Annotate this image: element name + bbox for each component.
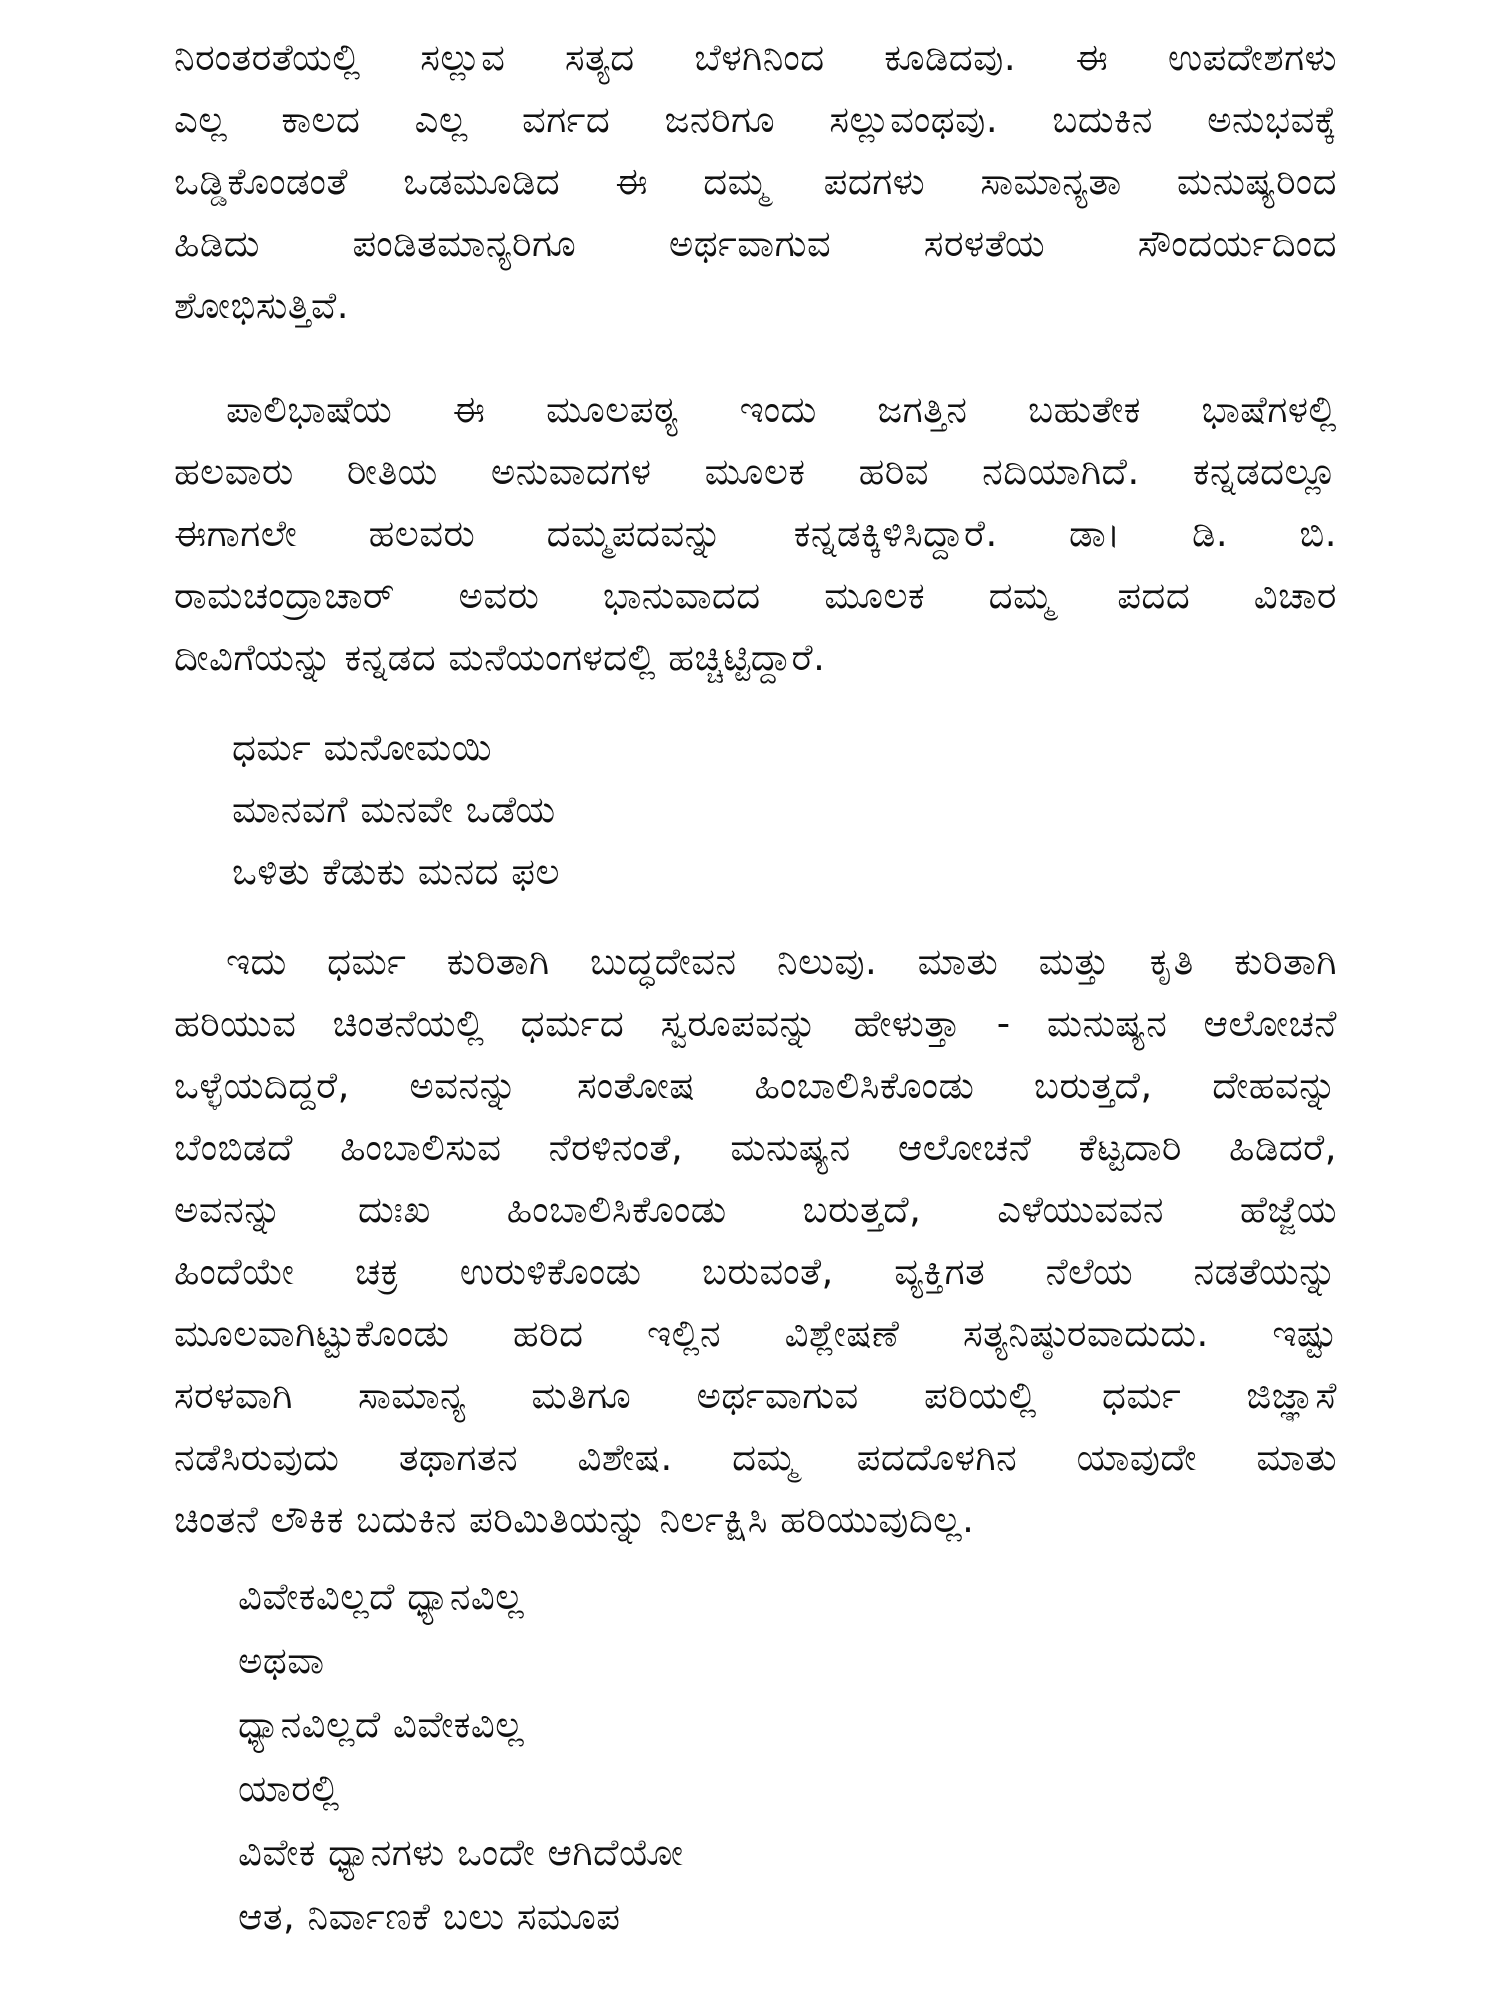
text-line: ಹಲವಾರು ರೀತಿಯ ಅನುವಾದಗಳ ಮೂಲಕ ಹರಿವ ನದಿಯಾಗಿದೆ. ಕನ್ನಡದಲ್ಲೂ [174,450,1337,493]
page-content [174,27,1337,1949]
verse-line: ವಿವೇಕ ಧ್ಯಾನಗಳು ಒಂದೇ ಆಗಿದೆಯೋ [238,1831,684,1874]
text-line: ಈಗಾಗಲೇ ಹಲವರು ದಮ್ಮಪದವನ್ನು ಕನ್ನಡಕ್ಕಿಳಿಸಿದ್ದಾರೆ. ಡಾ। ಡಿ. ಬಿ. [174,512,1337,555]
paragraph-1 [174,27,1337,337]
text-line: ಸರಳವಾಗಿ ಸಾಮಾನ್ಯ ಮತಿಗೂ ಅರ್ಥವಾಗುವ ಪರಿಯಲ್ಲಿ ಧರ್ಮ ಜಿಜ್ಞಾಸೆ [174,1374,1337,1417]
verse-line: ಮಾನವಗೆ ಮನವೇ ಒಡೆಯ [232,788,556,831]
text-line: ಹಿಡಿದು ಪಂಡಿತಮಾನ್ಯರಿಗೂ ಅರ್ಥವಾಗುವ ಸರಳತೆಯ ಸೌಂದರ್ಯದಿಂದ [174,222,1337,265]
text-line: ಶೋಭಿಸುತ್ತಿವೆ. [174,284,350,327]
verse-line: ಧರ್ಮ ಮನೋಮಯಿ [232,726,492,769]
text-line: ನಡೆಸಿರುವುದು ತಥಾಗತನ ವಿಶೇಷ. ದಮ್ಮ ಪದದೊಳಗಿನ ಯಾವುದೇ ಮಾತು [174,1436,1337,1479]
text-line: ಹರಿಯುವ ಚಿಂತನೆಯಲ್ಲಿ ಧರ್ಮದ ಸ್ವರೂಪವನ್ನು ಹೇಳುತ್ತಾ - ಮನುಷ್ಯನ ಆಲೋಚನೆ [174,1002,1337,1045]
paragraph-3 [174,931,1337,1551]
text-line: ಚಿಂತನೆ ಲೌಕಿಕ ಬದುಕಿನ ಪರಿಮಿತಿಯನ್ನು ನಿರ್ಲಕ್ಷಿಸಿ ಹರಿಯುವುದಿಲ್ಲ. [174,1498,975,1541]
text-line: ದೀವಿಗೆಯನ್ನು ಕನ್ನಡದ ಮನೆಯಂಗಳದಲ್ಲಿ ಹಚ್ಚಿಟ್ಟಿದ್ದಾರೆ. [174,636,826,679]
verse-2 [174,1565,1337,1949]
text-line: ಒಡ್ಡಿಕೊಂಡಂತೆ ಒಡಮೂಡಿದ ಈ ದಮ್ಮ ಪದಗಳು ಸಾಮಾನ್ಯತಾ ಮನುಷ್ಯರಿಂದ [174,160,1337,203]
verse-line: ಆತ, ನಿರ್ವಾಣಕೆ ಬಲು ಸಮೂಪ [238,1895,621,1938]
text-line: ನಿರಂತರತೆಯಲ್ಲಿ ಸಲ್ಲುವ ಸತ್ಯದ ಬೆಳಗಿನಿಂದ ಕೂಡಿದವು. ಈ ಉಪದೇಶಗಳು [174,36,1337,79]
text-line: ಬೆಂಬಿಡದೆ ಹಿಂಬಾಲಿಸುವ ನೆರಳಿನಂತೆ, ಮನುಷ್ಯನ ಆಲೋಚನೆ ಕೆಟ್ಟದಾರಿ ಹಿಡಿದರೆ, [174,1126,1337,1169]
text-line: ಹಿಂದೆಯೇ ಚಕ್ರ ಉರುಳಿಕೊಂಡು ಬರುವಂತೆ, ವ್ಯಕ್ತಿಗತ ನೆಲೆಯ ನಡತೆಯನ್ನು [174,1250,1337,1293]
text-line: ಪಾಲಿಭಾಷೆಯ ಈ ಮೂಲಪಠ್ಯ ಇಂದು ಜಗತ್ತಿನ ಬಹುತೇಕ ಭಾಷೆಗಳಲ್ಲಿ [226,388,1337,431]
text-line: ಒಳ್ಳೆಯದಿದ್ದರೆ, ಅವನನ್ನು ಸಂತೋಷ ಹಿಂಬಾಲಿಸಿಕೊಂಡು ಬರುತ್ತದೆ, ದೇಹವನ್ನು [174,1064,1337,1107]
verse-line: ಧ್ಯಾನವಿಲ್ಲದೆ ವಿವೇಕವಿಲ್ಲ [238,1703,525,1746]
verse-1 [174,717,1337,903]
paragraph-2 [174,379,1337,689]
text-line: ಮೂಲವಾಗಿಟ್ಟುಕೊಂಡು ಹರಿದ ಇಲ್ಲಿನ ವಿಶ್ಲೇಷಣೆ ಸತ್ಯನಿಷ್ಠುರವಾದುದು. ಇಷ್ಟು [174,1312,1337,1355]
verse-line: ವಿವೇಕವಿಲ್ಲದೆ ಧ್ಯಾನವಿಲ್ಲ [238,1575,525,1618]
text-line: ರಾಮಚಂದ್ರಾಚಾರ್ ಅವರು ಭಾನುವಾದದ ಮೂಲಕ ದಮ್ಮ ಪದದ ವಿಚಾರ [174,574,1337,617]
verse-line: ಯಾರಲ್ಲಿ [238,1767,340,1810]
verse-line: ಒಳಿತು ಕೆಡುಕು ಮನದ ಫಲ [232,850,560,893]
verse-line: ಅಥವಾ [238,1639,325,1682]
text-line: ಇದು ಧರ್ಮ ಕುರಿತಾಗಿ ಬುದ್ಧದೇವನ ನಿಲುವು. ಮಾತು ಮತ್ತು ಕೃತಿ ಕುರಿತಾಗಿ [226,940,1337,983]
text-line: ಅವನನ್ನು ದುಃಖ ಹಿಂಬಾಲಿಸಿಕೊಂಡು ಬರುತ್ತದೆ, ಎಳೆಯುವವನ ಹೆಜ್ಜೆಯ [174,1188,1337,1231]
text-line: ಎಲ್ಲ ಕಾಲದ ಎಲ್ಲ ವರ್ಗದ ಜನರಿಗೂ ಸಲ್ಲುವಂಥವು. ಬದುಕಿನ ಅನುಭವಕ್ಕೆ [174,98,1337,141]
